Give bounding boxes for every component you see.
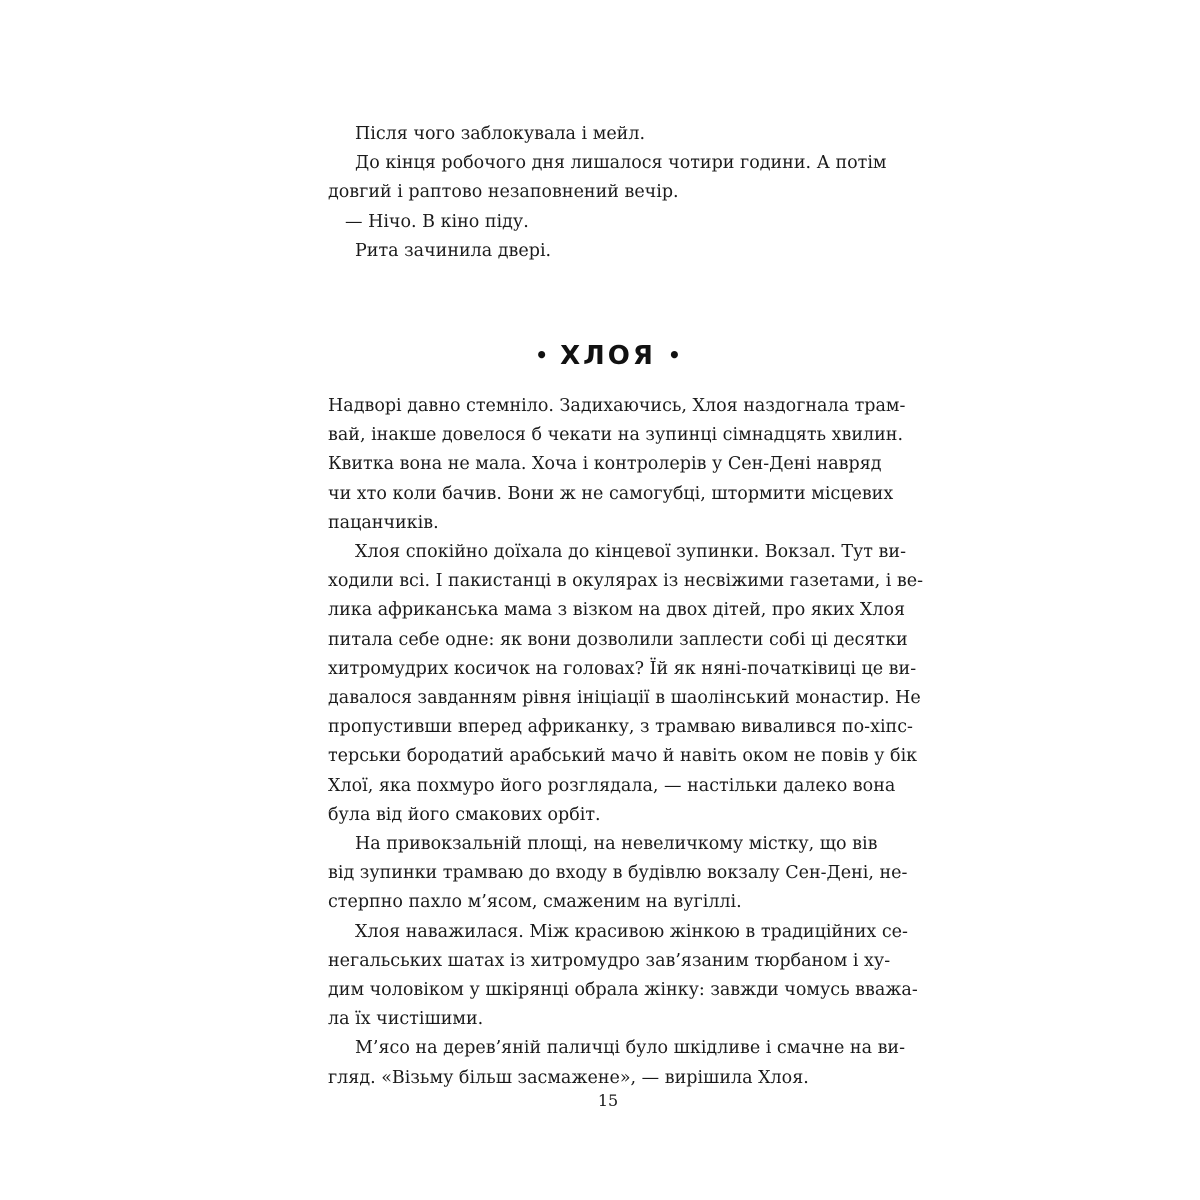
text-line: хитромудрих косичок на головах? Їй як няні-початківиці це ви- [328,658,917,679]
text-line: Хлоя наважилася. Між красивою жінкою в традиційних се- [355,921,908,942]
paragraph [328,1034,906,1092]
text-line: ла їх чистішими. [328,1009,484,1030]
text-line: До кінця робочого дня лишалося чотири години. А потім [355,153,887,174]
text-line: давалося завданням рівня ініціації в шаолінський монастир. Не [328,688,921,709]
chapter-text-block [328,392,924,1093]
text-line: — Нічо. В кіно піду. [345,211,529,232]
paragraph [328,918,918,1035]
text-line: терськи бородатий арабський мачо й навіть оком не повів у бік [328,746,918,767]
chapter-title: ХЛОЯ [560,341,656,371]
heading-bullet-right: • [667,343,681,367]
chapter-heading [328,337,888,374]
text-line: М’ясо на дерев’яній паличці було шкідливе і смачне на ви- [355,1038,906,1059]
text-line: Хлоя спокійно доїхала до кінцевої зупинки. Вокзал. Тут ви- [355,542,906,563]
text-line: довгий і раптово незаповнений вечір. [328,182,679,203]
page-number: 15 [597,1091,619,1110]
text-line: від зупинки трамваю до входу в будівлю вокзалу Сен-Дені, не- [328,863,908,884]
paragraph [328,149,888,207]
text-line: Надворі давно стемніло. Задихаючись, Хлоя наздогнала трам- [328,396,906,416]
text-line: Рита зачинила двері. [355,240,552,261]
text-line: пропустивши вперед африканку, з трамваю вивалився по-хіпс- [328,717,913,738]
text-line: вай, інакше довелося б чекати на зупинці сімнадцять хвилин. [328,425,904,446]
text-line: Після чого заблокувала і мейл. [355,124,646,144]
text-line: була від його смакових орбіт. [328,804,601,825]
paragraph [328,538,924,830]
paragraph [328,237,888,266]
text-line: Хлої, яка похмуро його розглядала, — настільки далеко вона [328,775,896,796]
text-line: дим чоловіком у шкірянці обрала жінку: завжди чомусь вважа- [328,980,918,1001]
paragraph [328,830,908,918]
paragraph [328,208,888,237]
text-line: Квитка вона не мала. Хоча і контролерів у Сен-Дені навряд [328,454,882,475]
text-line: ходили всі. І пакистанці в окулярах із несвіжими газетами, і ве- [328,571,924,592]
paragraph [328,392,906,538]
text-line: негальських шатах із хитромудро зав’язаним тюрбаном і ху- [328,950,891,971]
text-line: чи хто коли бачив. Вони ж не самогубці, штормити місцевих [328,483,894,504]
heading-bullet-left: • [535,343,549,367]
text-line: На привокзальній площі, на невеличкому містку, що вів [355,834,878,855]
top-text-block [328,120,888,266]
text-line: лика африканська мама з візком на двох дітей, про яких Хлоя [328,600,906,621]
text-line: стерпно пахло м’ясом, смаженим на вугіллі. [328,892,742,913]
text-line: пацанчиків. [328,512,439,533]
text-line: гляд. «Візьму більш засмажене», — вирішила Хлоя. [328,1067,809,1088]
text-line: питала себе одне: як вони дозволили заплести собі ці десятки [328,629,908,650]
paragraph [328,120,888,149]
